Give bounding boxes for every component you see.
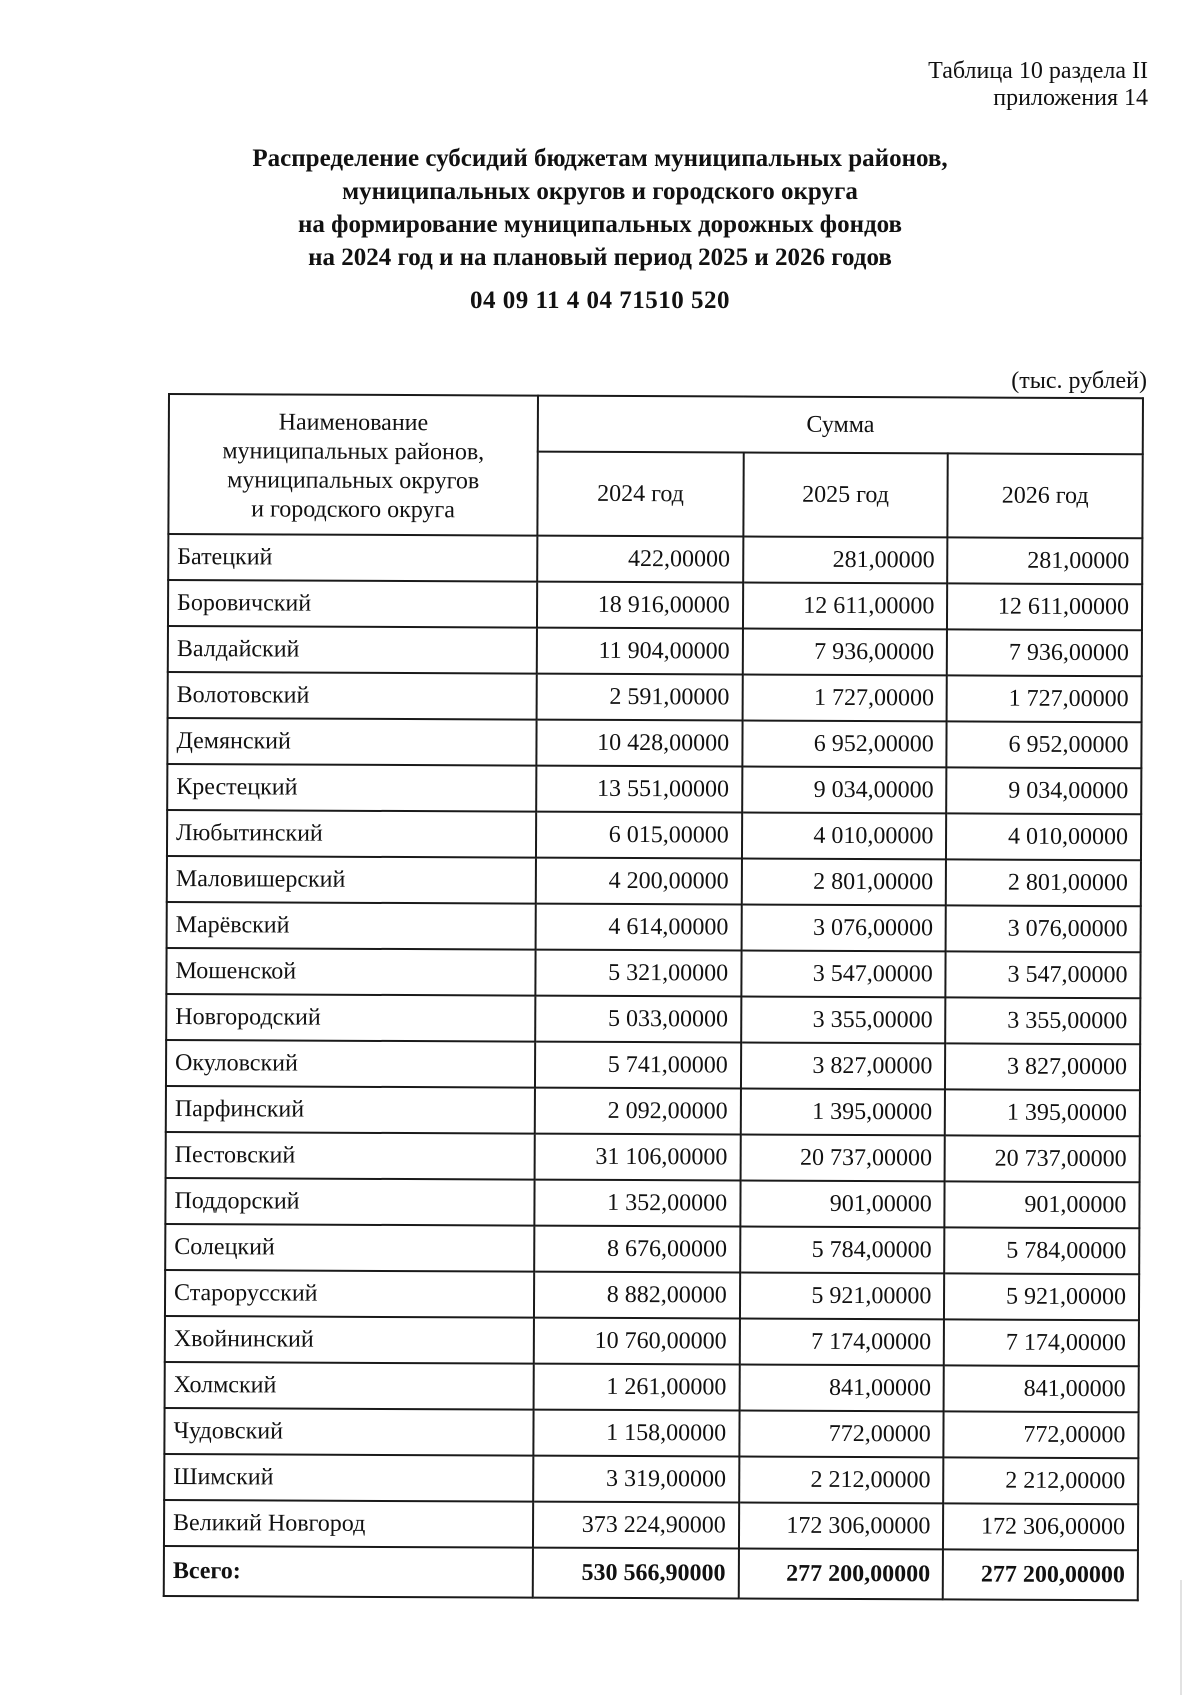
value-2024: 5 741,00000 xyxy=(535,1042,741,1089)
value-2025: 9 034,00000 xyxy=(742,767,947,814)
table-row xyxy=(164,1454,1138,1504)
district-name: Крестецкий xyxy=(167,764,536,812)
value-2026: 9 034,00000 xyxy=(947,767,1142,814)
name-header-line-3: муниципальных округов xyxy=(227,466,480,494)
value-2024: 18 916,00000 xyxy=(537,582,743,629)
reference-line-2: приложения 14 xyxy=(993,85,1148,111)
district-name: Валдайский xyxy=(168,626,537,674)
value-2025: 5 784,00000 xyxy=(740,1227,945,1274)
year-2025-header: 2025 год xyxy=(743,453,948,538)
value-2024: 5 321,00000 xyxy=(536,950,742,997)
value-2024: 1 158,00000 xyxy=(534,1410,740,1457)
value-2024: 1 261,00000 xyxy=(534,1364,740,1411)
title-line-3: на формирование муниципальных дорожных фондов xyxy=(298,211,902,238)
district-name: Новгородский xyxy=(166,994,535,1042)
table-row xyxy=(167,810,1141,860)
name-header-line-4: и городского округа xyxy=(251,495,456,523)
value-2025: 7 936,00000 xyxy=(743,629,948,676)
value-2025: 3 355,00000 xyxy=(741,997,946,1044)
value-2025: 4 010,00000 xyxy=(742,813,947,860)
total-row xyxy=(164,1546,1138,1600)
title-line-2: муниципальных округов и городского округа xyxy=(342,178,858,205)
value-2025: 3 076,00000 xyxy=(741,905,946,952)
sum-header: Сумма xyxy=(538,396,1143,455)
value-2026: 3 827,00000 xyxy=(945,1043,1140,1090)
district-name: Хвойнинский xyxy=(165,1316,534,1364)
title-line-1: Распределение субсидий бюджетам муниципальных районов, xyxy=(252,145,948,172)
table-row xyxy=(168,580,1142,630)
value-2026: 1 395,00000 xyxy=(945,1089,1140,1136)
value-2024: 1 352,00000 xyxy=(535,1180,741,1227)
value-2026: 1 727,00000 xyxy=(947,675,1142,722)
value-2026: 281,00000 xyxy=(948,537,1143,584)
document-reference xyxy=(928,58,1148,112)
table-row xyxy=(165,1362,1139,1412)
value-2025: 5 921,00000 xyxy=(740,1273,945,1320)
district-name: Старорусский xyxy=(165,1270,534,1318)
value-2026: 12 611,00000 xyxy=(947,583,1142,630)
district-name: Волотовский xyxy=(168,672,537,720)
district-name: Любытинский xyxy=(167,810,536,858)
value-2025: 2 212,00000 xyxy=(739,1457,944,1504)
subsidy-table xyxy=(163,393,1144,1601)
table-body xyxy=(164,534,1143,1600)
value-2025: 281,00000 xyxy=(743,537,948,584)
table-row xyxy=(166,948,1140,998)
district-name: Солецкий xyxy=(165,1224,534,1272)
district-name: Маловишерский xyxy=(167,856,536,904)
name-column-header xyxy=(168,394,538,536)
title-line-4: на 2024 год и на плановый период 2025 и 2026 годов xyxy=(308,244,892,271)
value-2024: 4 614,00000 xyxy=(536,904,742,951)
district-name: Боровичский xyxy=(168,580,537,628)
header-row-1 xyxy=(169,394,1143,454)
value-2025: 20 737,00000 xyxy=(740,1135,945,1182)
value-2026: 901,00000 xyxy=(945,1181,1140,1228)
value-2025: 1 395,00000 xyxy=(741,1089,946,1136)
table-row xyxy=(168,672,1142,722)
value-2026: 5 784,00000 xyxy=(944,1227,1139,1274)
total-2024: 530 566,90000 xyxy=(533,1548,739,1599)
value-2025: 2 801,00000 xyxy=(742,859,947,906)
total-2026: 277 200,00000 xyxy=(943,1549,1138,1600)
value-2024: 2 591,00000 xyxy=(537,674,743,721)
value-2024: 373 224,90000 xyxy=(533,1502,739,1549)
table-row xyxy=(165,1270,1139,1320)
value-2025: 901,00000 xyxy=(740,1181,945,1228)
district-name: Холмский xyxy=(165,1362,534,1410)
district-name: Окуловский xyxy=(166,1040,535,1088)
name-header-line-2: муниципальных районов, xyxy=(222,437,485,465)
district-name: Марёвский xyxy=(167,902,536,950)
value-2026: 172 306,00000 xyxy=(943,1503,1138,1550)
year-2024-header: 2024 год xyxy=(538,452,744,537)
total-label: Всего: xyxy=(164,1546,533,1598)
units-label: (тыс. рублей) xyxy=(1011,368,1147,394)
value-2026: 3 355,00000 xyxy=(945,997,1140,1044)
document-title xyxy=(120,142,1080,274)
district-name: Парфинский xyxy=(166,1086,535,1134)
value-2024: 4 200,00000 xyxy=(536,858,742,905)
value-2024: 13 551,00000 xyxy=(536,766,742,813)
value-2026: 2 801,00000 xyxy=(946,859,1141,906)
value-2024: 8 676,00000 xyxy=(534,1226,740,1273)
district-name: Великий Новгород xyxy=(164,1500,533,1548)
value-2026: 7 936,00000 xyxy=(947,629,1142,676)
value-2026: 7 174,00000 xyxy=(944,1319,1139,1366)
value-2024: 11 904,00000 xyxy=(537,628,743,675)
value-2026: 20 737,00000 xyxy=(945,1135,1140,1182)
table-row xyxy=(165,1316,1139,1366)
value-2025: 1 727,00000 xyxy=(742,675,947,722)
value-2026: 772,00000 xyxy=(944,1411,1139,1458)
district-name: Пестовский xyxy=(166,1132,535,1180)
value-2025: 772,00000 xyxy=(739,1411,944,1458)
value-2025: 3 547,00000 xyxy=(741,951,946,998)
district-name: Шимский xyxy=(164,1454,533,1502)
table-row xyxy=(166,1040,1140,1090)
value-2024: 422,00000 xyxy=(537,536,743,583)
table-row xyxy=(165,1224,1139,1274)
value-2025: 7 174,00000 xyxy=(740,1319,945,1366)
value-2024: 6 015,00000 xyxy=(536,812,742,859)
value-2025: 841,00000 xyxy=(739,1365,944,1412)
value-2026: 5 921,00000 xyxy=(944,1273,1139,1320)
value-2024: 3 319,00000 xyxy=(533,1456,739,1503)
value-2026: 841,00000 xyxy=(944,1365,1139,1412)
reference-line-1: Таблица 10 раздела II xyxy=(928,58,1148,84)
value-2025: 6 952,00000 xyxy=(742,721,947,768)
district-name: Поддорский xyxy=(165,1178,534,1226)
value-2024: 8 882,00000 xyxy=(534,1272,740,1319)
name-header-line-1: Наименование xyxy=(278,408,429,436)
value-2025: 12 611,00000 xyxy=(743,583,948,630)
value-2026: 3 547,00000 xyxy=(946,951,1141,998)
district-name: Чудовский xyxy=(164,1408,533,1456)
value-2024: 5 033,00000 xyxy=(535,996,741,1043)
total-2025: 277 200,00000 xyxy=(738,1549,943,1600)
value-2024: 2 092,00000 xyxy=(535,1088,741,1135)
table-row xyxy=(165,1178,1139,1228)
district-name: Батецкий xyxy=(168,534,537,582)
table-row xyxy=(164,1500,1138,1550)
budget-classification-code: 04 09 11 4 04 71510 520 xyxy=(469,287,731,314)
table-row xyxy=(167,764,1141,814)
table-row xyxy=(168,534,1142,584)
value-2024: 10 760,00000 xyxy=(534,1318,740,1365)
district-name: Демянский xyxy=(167,718,536,766)
table-row xyxy=(166,1132,1140,1182)
table-row xyxy=(167,718,1141,768)
value-2025: 3 827,00000 xyxy=(741,1043,946,1090)
table-row xyxy=(166,1086,1140,1136)
year-2026-header: 2026 год xyxy=(948,453,1143,538)
value-2026: 2 212,00000 xyxy=(943,1457,1138,1504)
table-row xyxy=(168,626,1142,676)
table-row xyxy=(167,902,1141,952)
district-name: Мошенской xyxy=(166,948,535,996)
value-2026: 3 076,00000 xyxy=(946,905,1141,952)
table-row xyxy=(166,994,1140,1044)
value-2024: 31 106,00000 xyxy=(535,1134,741,1181)
value-2024: 10 428,00000 xyxy=(537,720,743,767)
value-2026: 6 952,00000 xyxy=(947,721,1142,768)
scan-edge-line xyxy=(1180,1580,1182,1695)
value-2026: 4 010,00000 xyxy=(946,813,1141,860)
value-2025: 172 306,00000 xyxy=(739,1503,944,1550)
table-row xyxy=(167,856,1141,906)
table-row xyxy=(164,1408,1138,1458)
